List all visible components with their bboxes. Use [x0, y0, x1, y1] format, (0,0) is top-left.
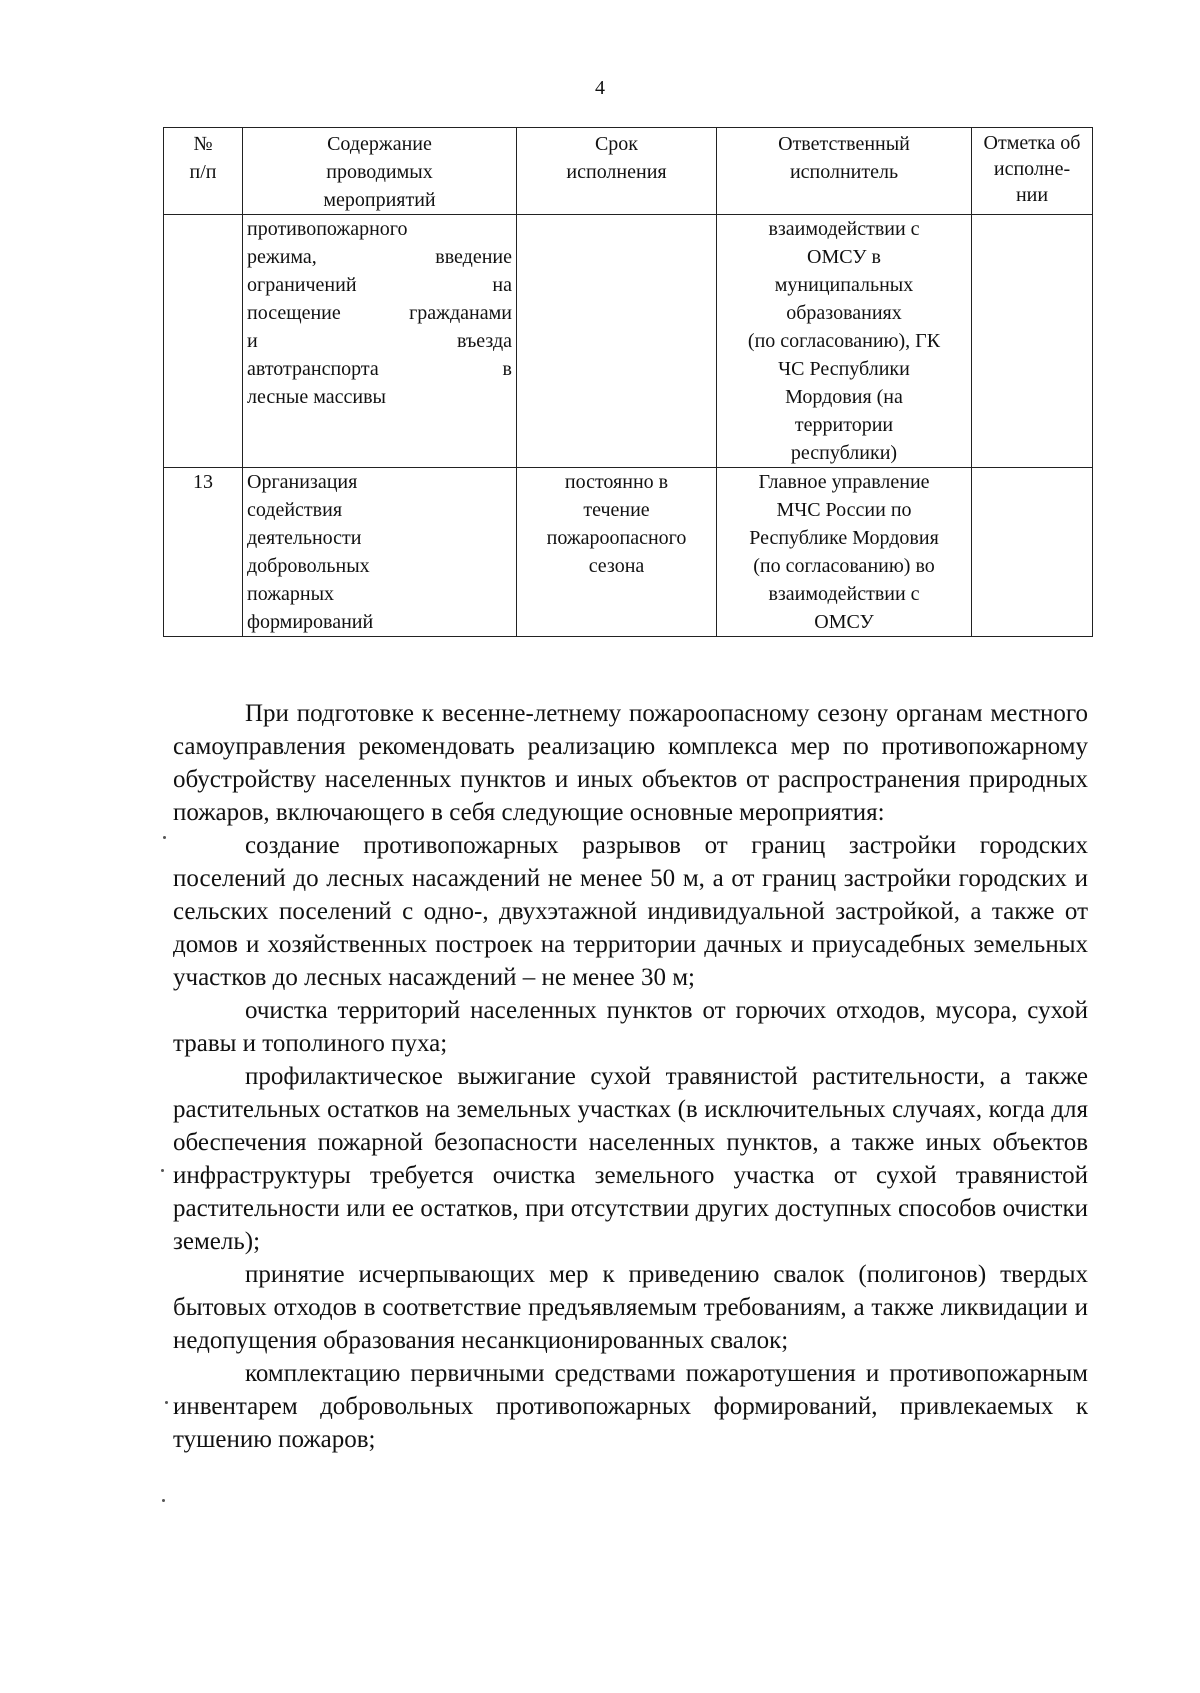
- row-mark: [972, 468, 1093, 637]
- paragraph-landfills: принятие исчерпывающих мер к приведению свалок (полигонов) твердых бытовых отходов в соответствие предъявляемым требованиям, а также ликвидации и недопущения образования несанкционированных свалок;: [173, 1261, 1088, 1354]
- scan-speck: [165, 1401, 168, 1404]
- paragraph-firebreaks: создание противопожарных разрывов от границ застройки городских поселений до лесных насаждений не менее 50 м, а от границ застройки городских и сельских поселений с одно-, двухэтажной индивидуальной застройкой, а также от домов и хозяйственных построек на территории дачных и приусадебных земельных участков до лесных насаждений – не менее 30 м;: [173, 832, 1088, 991]
- table-header-row: [164, 128, 1093, 215]
- row-num: [164, 215, 243, 468]
- row-num: 13: [164, 468, 243, 637]
- document-body: [173, 697, 1088, 1456]
- paragraph-equipment: комплектацию первичными средствами пожаротушения и противопожарным инвентарем добровольных противопожарных формирований, привлекаемых к тушению пожаров;: [173, 1360, 1088, 1453]
- row-responsible: Главное управление МЧС России по Республике Мордовия (по согласованию) во взаимодействии с ОМСУ: [717, 468, 972, 637]
- header-num: № п/п: [164, 128, 243, 215]
- row-content: Организация содействия деятельности добровольных пожарных формирований: [243, 468, 517, 637]
- measures-table: [163, 127, 1093, 637]
- row-content: противопожарного режима, введение ограничений на посещение гражданами и въезда автотранспорта в лесные массивы: [243, 215, 517, 468]
- scan-speck: [161, 1169, 164, 1172]
- paragraph-intro: При подготовке к весенне-летнему пожароопасному сезону органам местного самоуправления рекомендовать реализацию комплекса мер по противопожарному обустройству населенных пунктов и иных объектов от распространения природных пожаров, включающего в себя следующие основные мероприятия:: [173, 700, 1088, 826]
- header-mark: Отметка об исполне- нии: [972, 128, 1093, 215]
- header-responsible: Ответственный исполнитель: [717, 128, 972, 215]
- paragraph-burning: профилактическое выжигание сухой травянистой растительности, а также растительных остатков на земельных участках (в исключительных случаях, когда для обеспечения пожарной безопасности населенных пунктов, а также иных объектов инфраструктуры требуется очистка земельного участка от сухой травянистой растительности или ее остатков, при отсутствии других доступных способов очистки земель);: [173, 1063, 1088, 1255]
- scan-speck: [163, 836, 166, 839]
- page-number: 4: [595, 77, 605, 99]
- row-mark: [972, 215, 1093, 468]
- header-deadline: Срок исполнения: [517, 128, 717, 215]
- table-row: [164, 468, 1093, 637]
- header-content: Содержание проводимых мероприятий: [243, 128, 517, 215]
- row-deadline: постоянно в течение пожароопасного сезона: [517, 468, 717, 637]
- scan-speck: [162, 1499, 165, 1502]
- table-row: [164, 215, 1093, 468]
- paragraph-cleanup: очистка территорий населенных пунктов от горючих отходов, мусора, сухой травы и тополиного пуха;: [173, 997, 1088, 1057]
- row-responsible: взаимодействии с ОМСУ в муниципальных образованиях (по согласованию), ГК ЧС Республики Мордовия (на территории республики): [717, 215, 972, 468]
- row-deadline: [517, 215, 717, 468]
